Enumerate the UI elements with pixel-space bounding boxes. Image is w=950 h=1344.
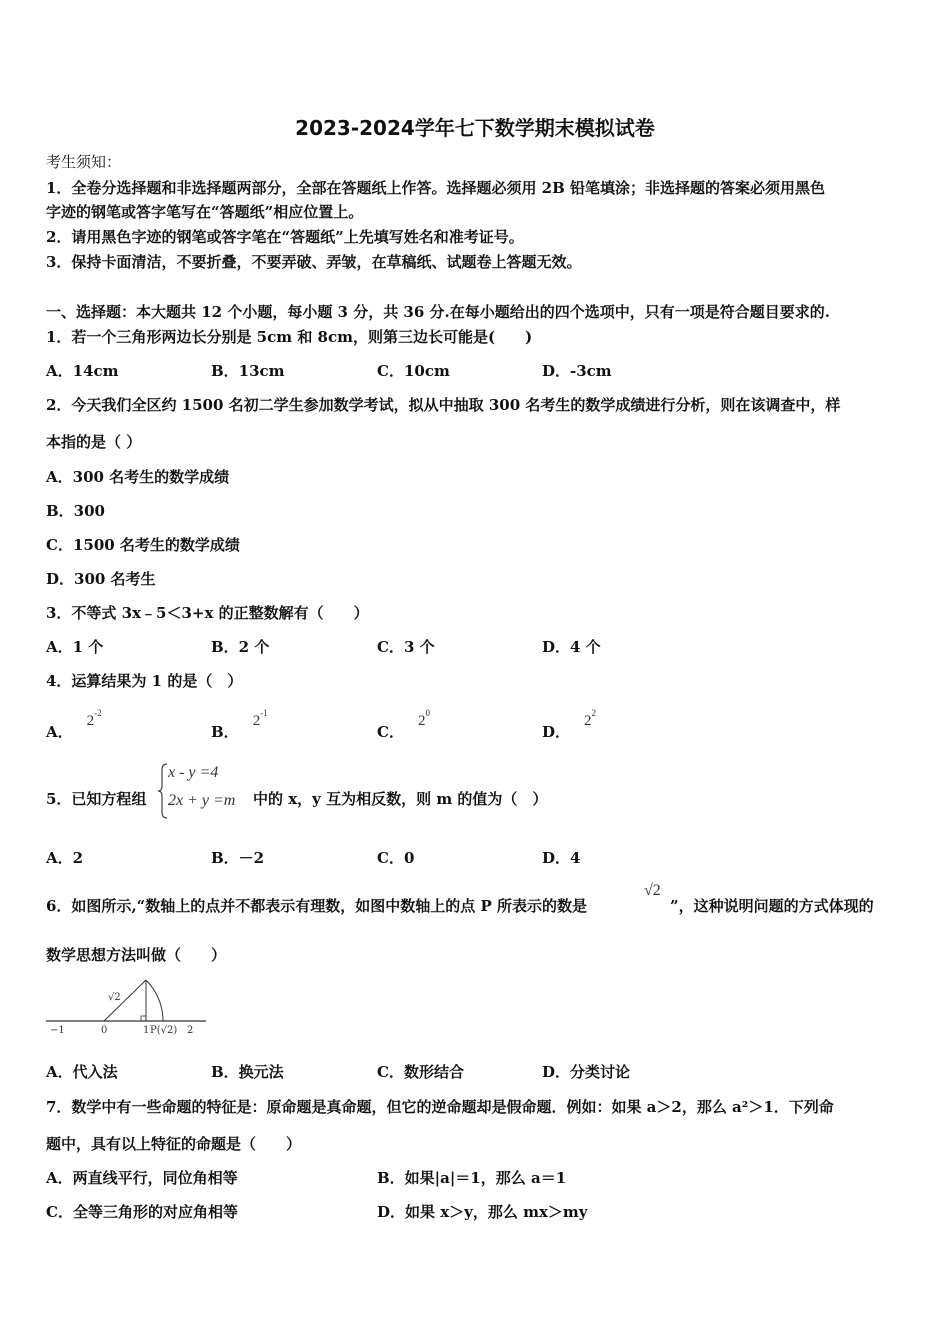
- q3-option-d: D．4 个: [542, 638, 601, 656]
- q1-option-d: D．-3cm: [542, 362, 612, 380]
- q2-option-c: C．1500 名考生的数学成绩: [46, 536, 240, 554]
- right-angle-mark: [141, 1016, 146, 1021]
- notice-item-1b: 字迹的钢笔或答字笔写在“答题纸”相应位置上。: [46, 203, 364, 221]
- q6-stem-1b: ”，这种说明问题的方式体现的: [670, 897, 874, 915]
- q1-option-a: A．14cm: [46, 362, 119, 380]
- compass-arc: [146, 980, 163, 1021]
- tick-label-2: 2: [187, 1025, 194, 1036]
- q4-option-a: [46, 708, 102, 743]
- hypotenuse-label: √2: [108, 992, 121, 1003]
- q2-stem-1: 2．今天我们全区约 1500 名初二学生参加数学考试，拟从中抽取 300 名考生的数学成绩进行分析，则在该调查中，样: [46, 396, 841, 414]
- notice-item-3: 3．保持卡面清洁，不要折叠，不要弄破、弄皱，在草稿纸、试题卷上答题无效。: [46, 253, 582, 271]
- q4-option-d: [542, 708, 597, 743]
- q5-option-a: A．2: [46, 849, 84, 867]
- q1-option-b: B．13cm: [211, 362, 285, 380]
- q5-option-d: D．4: [542, 849, 581, 867]
- q4-option-b-label: B．: [211, 723, 239, 741]
- q6-stem-1a: 6．如图所示,“数轴上的点并不都表示有理数，如图中数轴上的点 P 所表示的数是: [46, 897, 588, 915]
- q2-option-d: D．300 名考生: [46, 570, 156, 588]
- q4-option-c: [377, 708, 430, 743]
- section-heading: 一、选择题：本大题共 12 个小题，每小题 3 分，共 36 分.在每小题给出的四个选项中，只有一项是符合题目要求的.: [46, 303, 830, 321]
- q6-stem-2: 数学思想方法叫做（ ）: [46, 946, 227, 964]
- q5-option-c: C．0: [377, 849, 415, 867]
- q2-option-b: B．300: [46, 502, 105, 520]
- q7-option-d: D．如果 x＞y，那么 mx＞my: [377, 1203, 588, 1221]
- q5-equation-1: x - y =4: [168, 764, 219, 781]
- q4-option-c-power: [418, 706, 430, 731]
- tick-label-0: 0: [101, 1025, 108, 1036]
- q4-option-b: [211, 708, 268, 743]
- notice-item-2: 2．请用黑色字迹的钢笔或答字笔在“答题纸”上先填写姓名和准考证号。: [46, 228, 524, 246]
- point-p-label: P(√2): [150, 1025, 178, 1036]
- q7-stem-1: 7．数学中有一些命题的特征是：原命题是真命题，但它的逆命题却是假命题．例如：如果 a＞2，那么 a²＞1．下列命: [46, 1098, 834, 1116]
- q6-option-b: B．换元法: [211, 1063, 284, 1081]
- q5-option-b: B．－2: [211, 849, 265, 867]
- q4-d-exponent: 2: [591, 708, 597, 718]
- q6-number-line-figure: [44, 976, 214, 1038]
- q5-equation-system: [156, 762, 256, 820]
- q6-option-a: A．代入法: [46, 1063, 118, 1081]
- q6-sqrt2: √2: [644, 882, 661, 899]
- q4-b-base: 2: [252, 713, 261, 729]
- q5-stem-post: 中的 x，y 互为相反数，则 m 的值为（ ）: [253, 790, 548, 808]
- q4-c-exponent: 0: [425, 708, 430, 718]
- q4-option-d-label: D．: [542, 723, 571, 741]
- q4-d-base: 2: [584, 713, 592, 729]
- q4-option-b-power: [253, 706, 268, 731]
- tick-label-minus-1: −1: [50, 1025, 65, 1036]
- q3-stem: 3．不等式 3x﹣5＜3+x 的正整数解有（ ）: [46, 604, 369, 622]
- q5-stem-pre: 5．已知方程组: [46, 790, 147, 808]
- notice-item-1a: 1．全卷分选择题和非选择题两部分，全部在答题纸上作答。选择题必须用 2B 铅笔填涂；非选择题的答案必须用黑色: [46, 179, 826, 197]
- q4-stem: 4．运算结果为 1 的是（ ）: [46, 672, 243, 690]
- page-title: 2023-2024学年七下数学期末模拟试卷: [295, 116, 655, 140]
- q1-option-c: C．10cm: [377, 362, 450, 380]
- q4-a-exponent: -2: [94, 708, 102, 718]
- q6-option-c: C．数形结合: [377, 1063, 464, 1081]
- q4-a-base: 2: [86, 713, 95, 729]
- q2-option-a: A．300 名考生的数学成绩: [46, 468, 230, 486]
- q3-option-b: B．2 个: [211, 638, 270, 656]
- q2-stem-2: 本指的是（ ）: [46, 433, 142, 451]
- q4-c-base: 2: [417, 713, 426, 729]
- q7-option-c: C．全等三角形的对应角相等: [46, 1203, 238, 1221]
- notice-heading: 考生须知：: [46, 153, 122, 171]
- q6-option-d: D．分类讨论: [542, 1063, 631, 1081]
- q4-option-a-power: [87, 706, 102, 731]
- tick-label-1: 1: [143, 1025, 150, 1036]
- q3-option-a: A．1 个: [46, 638, 104, 656]
- q4-option-c-label: C．: [377, 723, 404, 741]
- q1-stem: 1．若一个三角形两边长分别是 5cm 和 8cm，则第三边长可能是( ): [46, 328, 533, 346]
- q4-option-a-label: A．: [46, 723, 73, 741]
- q7-option-a: A．两直线平行，同位角相等: [46, 1169, 238, 1187]
- q4-option-d-power: [584, 706, 596, 731]
- q7-stem-2: 题中，具有以上特征的命题是（ ）: [46, 1135, 302, 1153]
- q4-b-exponent: -1: [260, 708, 268, 718]
- q3-option-c: C．3 个: [377, 638, 435, 656]
- q7-option-b: B．如果|a|＝1，那么 a＝1: [377, 1169, 567, 1187]
- q5-equation-2: 2x + y =m: [168, 792, 236, 809]
